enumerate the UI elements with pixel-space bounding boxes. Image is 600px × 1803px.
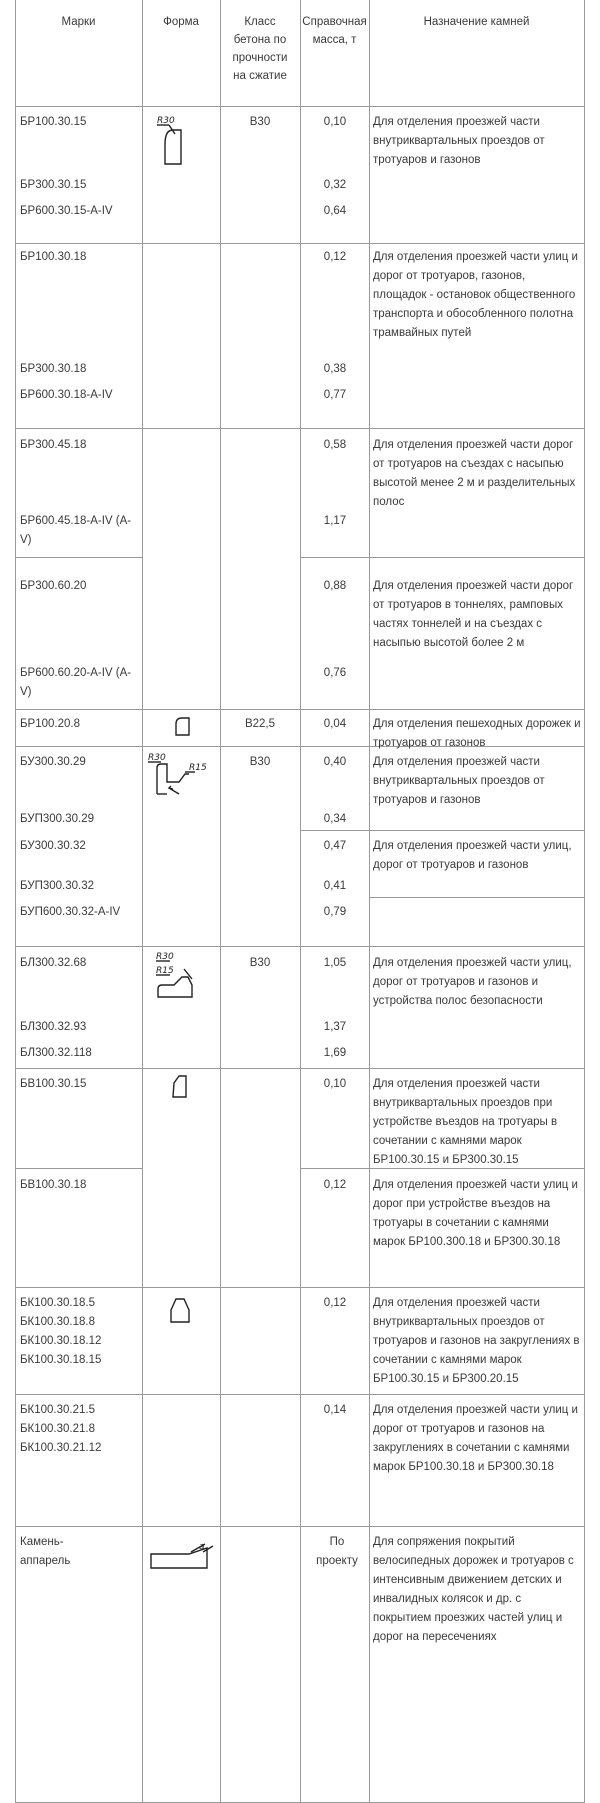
row-24-mass: По проекту [316,1536,358,1567]
row-9-mass: 0,88 [323,580,347,592]
col-divider-1 [142,0,143,1803]
row-8-mark: БР600.45.18-А-IV (А-V) [20,515,132,546]
row-22-mass: 0,12 [323,1297,347,1309]
header-mass: Справочная масса, т [302,16,367,46]
row-12-mass: 0,40 [323,756,347,768]
row-4-mass: 0,12 [323,251,347,263]
row-17-class: В30 [249,957,271,969]
row-3-mark: БР600.30.15-А-IV [20,205,113,217]
shape-bv-icon [169,1073,191,1099]
row-9-mark: БР300.60.20 [20,580,87,592]
row-1-class: В30 [249,116,271,128]
row-20-mass: 0,10 [323,1078,347,1090]
row-22-mark: БК100.30.18.5 БК100.30.18.8 БК100.30.18.12 БК100.30.18.15 [20,1297,102,1366]
header-purpose: Назначение камней [423,16,530,28]
row-20-mark: БВ100.30.15 [20,1078,87,1090]
row-10-mass: 0,76 [323,667,347,679]
group-line [15,428,585,429]
row-14-desc: Для отделения проезжей части улиц, дорог от тротуаров и газонов [373,840,572,871]
row-line [15,557,142,558]
row-11-desc: Для отделения пешеходных дорожек и тротуаров от газонов [373,718,581,749]
row-17-desc: Для отделения проезжей части улиц, дорог от тротуаров и газонов и устройства полос безопасности [373,957,572,1007]
row-13-mass: 0,34 [323,813,347,825]
shape-label-r30: R30 [148,753,166,763]
sub-line [369,897,584,898]
row-23-mass: 0,14 [323,1404,347,1416]
row-13-mark: БУП300.30.29 [20,813,95,825]
col-divider-4 [369,0,370,1803]
row-7-mass: 0,58 [323,439,347,451]
row-15-mark: БУП300.30.32 [20,880,95,892]
row-23-desc: Для отделения проезжей части улиц и дорог от тротуаров и газонов на закруглениях в сочетании с камнями марок БР100.30.18 и БР300.30.18 [373,1404,578,1473]
row-24-desc: Для сопряжения покрытий велосипедных дорожек и тротуаров с интенсивным движением детских и инвалидных колясок и др. с покрытием проезжих частей улиц и дорог на пересечениях [373,1536,574,1643]
row-17-mass: 1,05 [323,957,347,969]
row-1-mass: 0,10 [323,116,347,128]
sub-line [300,830,585,831]
row-7-mark: БР300.45.18 [20,439,87,451]
row-6-mark: БР600.30.18-А-IV [20,389,113,401]
row-14-mass: 0,47 [323,840,347,852]
row-11-mark: БР100.20.8 [20,718,80,730]
row-17-mark: БЛ300.32.68 [20,957,87,969]
row-21-desc: Для отделения проезжей части улиц и дорог при устройстве въездов на тротуары в сочетании с камнями марок БР100.300.18 и БР300.30.18 [373,1179,578,1248]
row-15-mass: 0,41 [323,880,347,892]
row-21-mark: БВ100.30.18 [20,1179,87,1191]
header-class: Класс бетона по прочности на сжатие [232,16,288,82]
row-14-mark: БУ300.30.32 [20,840,86,852]
row-11-class: В22,5 [244,718,276,730]
header-shape: Форма [163,16,199,28]
shape-bu-icon [145,752,215,800]
shape-bk-icon [167,1296,193,1324]
group-line [15,709,585,710]
table-border-left [15,0,16,1803]
row-16-mark: БУП600.30.32-А-IV [20,906,121,918]
row-4-desc: Для отделения проезжей части улиц и дорог от тротуаров, газонов, площадок - остановок общественного транспорта и обособленного полотна трамвайных путей [373,251,578,339]
row-3-mass: 0,64 [323,205,347,217]
row-16-mass: 0,79 [323,906,347,918]
row-5-mass: 0,38 [323,363,347,375]
row-line [15,1168,142,1169]
shape-ramp-icon [147,1540,219,1572]
row-6-mass: 0,77 [323,389,347,401]
shape-label-a: a [199,1542,205,1552]
col-divider-3 [300,0,301,1803]
row-24-mark: Камень-аппарель [20,1536,71,1567]
group-line [15,1068,585,1069]
row-19-mass: 1,69 [323,1047,347,1059]
group-line [15,1526,585,1527]
row-5-mark: БР300.30.18 [20,363,87,375]
row-12-class: В30 [249,756,271,768]
row-2-mark: БР300.30.15 [20,179,87,191]
group-line [15,946,585,947]
row-20-desc: Для отделения проезжей части внутриквартальных проездов при устройстве въездов на тротуары в сочетании с камнями марок БР100.30.15 и БР300.30.15 [373,1078,558,1166]
row-12-mark: БУ300.30.29 [20,756,86,768]
group-line [15,1394,585,1395]
shape-br-icon [155,114,203,168]
stones-table [15,0,585,1803]
row-9-desc: Для отделения проезжей части дорог от тротуаров в тоннелях, рамповых частях тоннелей и на съездах с насыпью высотой более 2 м [373,580,574,649]
shape-label-r30: R30 [157,116,175,126]
shape-bl-icon [152,951,212,1003]
col-divider-2 [220,0,221,1803]
row-8-mass: 1,17 [323,515,347,527]
row-1-desc: Для отделения проезжей части внутриквартальных проездов от тротуаров и газонов [373,116,545,166]
row-7-desc: Для отделения проезжей части дорог от тротуаров на съездах с насыпью высотой менее 2 м и разделительных полос [373,439,576,508]
row-23-mark: БК100.30.21.5 БК100.30.21.8 БК100.30.21.12 [20,1404,102,1454]
group-line [15,1287,585,1288]
row-18-mark: БЛ300.32.93 [20,1021,87,1033]
header-mark: Марки [61,16,96,28]
row-12-desc: Для отделения проезжей части внутриквартальных проездов от тротуаров и газонов [373,756,545,806]
shape-label-r15: R15 [156,966,174,976]
row-4-mark: БР100.30.18 [20,251,87,263]
shape-label-r15: R15 [189,763,207,773]
row-18-mass: 1,37 [323,1021,347,1033]
row-10-mark: БР600.60.20-А-IV (А-V) [20,667,132,698]
shape-label-r30: R30 [156,952,174,962]
shape-br-small-icon [173,715,193,737]
row-2-mass: 0,32 [323,179,347,191]
row-21-mass: 0,12 [323,1179,347,1191]
row-1-mark: БР100.30.15 [20,116,87,128]
header-bottom-line [15,106,585,107]
row-line [300,557,585,558]
row-19-mark: БЛ300.32.118 [20,1047,92,1059]
group-line [15,243,585,244]
row-11-mass: 0,04 [323,718,347,730]
row-22-desc: Для отделения проезжей части внутриквартальных проездов от тротуаров и газонов на закруглениях в сочетании с камнями марок БР100.30.15 и БР300.20.15 [373,1297,580,1385]
table-border-right [584,0,585,1803]
